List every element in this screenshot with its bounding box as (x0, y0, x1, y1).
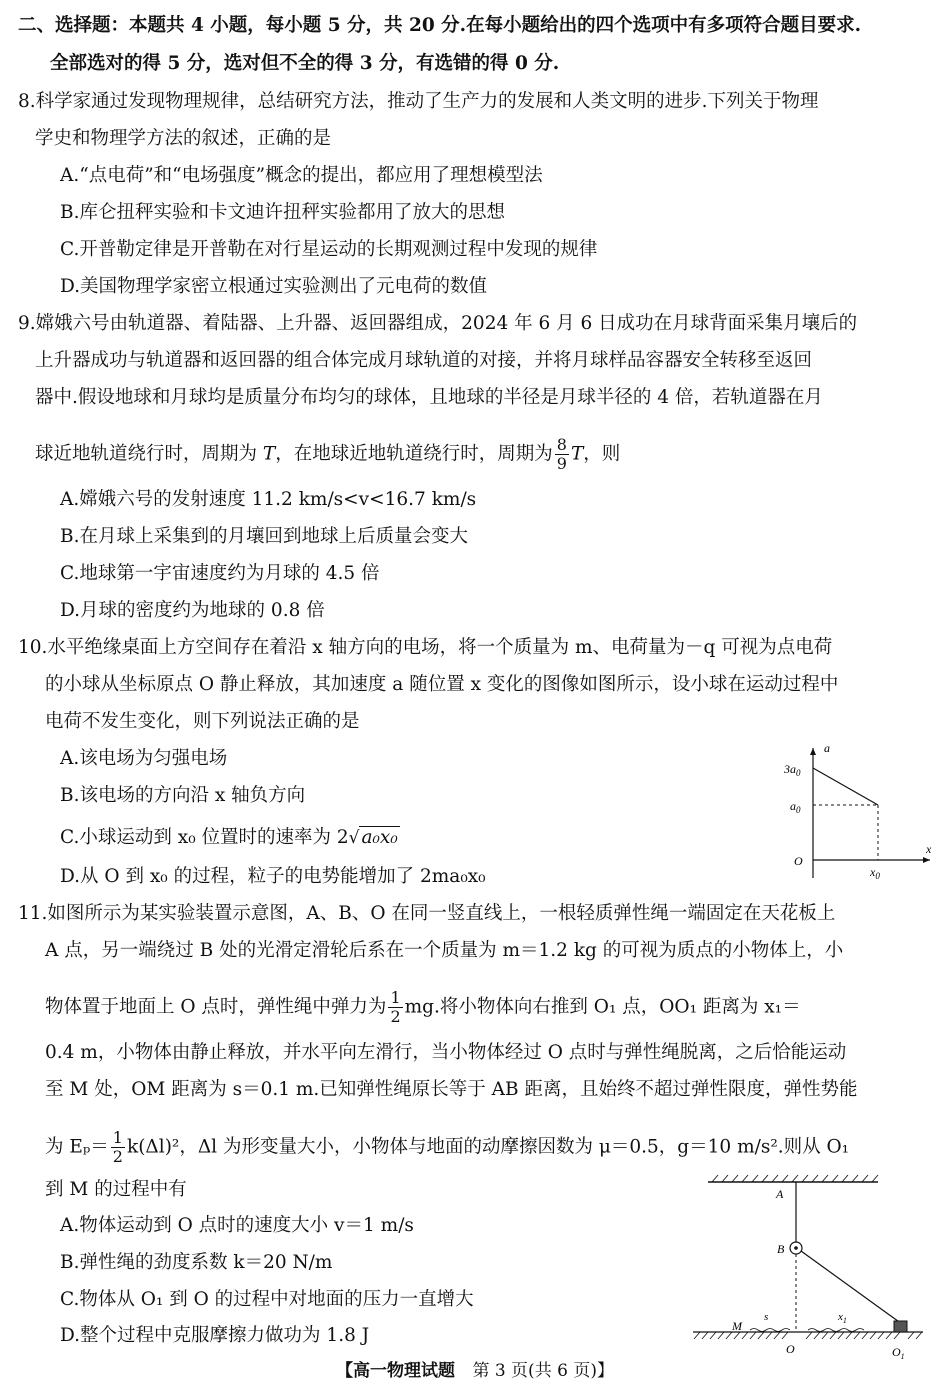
q11-option-b: B.弹性绳的劲度系数 k＝20 N/m (60, 1252, 333, 1273)
page-footer (0, 1356, 950, 1381)
q11-label-o1-sub: 1 (900, 1352, 905, 1361)
section-heading: 二、选择题：本题共 4 小题，每小题 5 分，共 20 分.在每小题给出的四个选项中有多项符合题目要求. (18, 15, 862, 36)
q9-stem-line4-b: ，在地球近地轨道绕行时，周期为 (275, 443, 553, 465)
q11-ground-mark-right (808, 1329, 864, 1332)
q10-origin-label: O (794, 854, 803, 868)
q9-stem-line4-a: 球近地轨道绕行时，周期为 (35, 443, 263, 465)
q11-option-c: C.物体从 O₁ 到 O 的过程中对地面的压力一直增大 (60, 1289, 474, 1310)
q11-label-s: s (764, 1311, 769, 1323)
q11-label-m: M (732, 1319, 742, 1333)
q11-apparatus-diagram (688, 1172, 938, 1364)
q9-option-c: C.地球第一宇宙速度约为月球的 4.5 倍 (60, 563, 380, 584)
q10-acceleration-graph (780, 740, 940, 890)
q11-label-x1-sub: 1 (842, 1316, 847, 1325)
q10-option-b: B.该电场的方向沿 x 轴负方向 (60, 785, 306, 806)
q11-stem-line4: 0.4 m，小物体由静止释放，并水平向左滑行，当小物体经过 O 点时与弹性绳脱离，之后恰能运动 (45, 1042, 847, 1063)
q9-fraction-num: 8 (556, 435, 567, 454)
q11-stem-line3 (45, 989, 801, 1026)
section-heading-cont: 全部选对的得 5 分，选对但不全的得 3 分，有选错的得 0 分. (50, 53, 560, 74)
q10-option-d: D.从 O 到 x₀ 的过程，粒子的电势能增加了 2ma₀x₀ (60, 866, 486, 887)
q11-ceiling-hatch (712, 1175, 878, 1182)
q11-label-b: B (777, 1242, 785, 1256)
q9-option-d: D.月球的密度约为地球的 0.8 倍 (60, 600, 325, 621)
q11-ground-mark-left (750, 1329, 790, 1332)
q11-half-num: 1 (390, 988, 401, 1007)
q10-x-tick-x0 (869, 865, 880, 881)
q11-stem-line3-a: 物体置于地面上 O 点时，弹性绳中弹力为 (45, 996, 387, 1018)
q10-y-label: a (824, 741, 830, 755)
q10-graph-line (813, 768, 878, 805)
q11-label-x1 (837, 1311, 847, 1325)
q11-label-x1-main: x (838, 1311, 843, 1323)
q10-option-c-radicand: a₀x₀ (361, 827, 398, 848)
q10-option-c (60, 826, 400, 850)
q11-pulley-axle-icon (794, 1246, 798, 1250)
q11-half-den: 2 (390, 1007, 401, 1026)
q10-option-a: A.该电场为匀强电场 (60, 748, 228, 769)
q9-period-symbol-2: T (570, 443, 584, 465)
q10-x-tick-x0-sub: 0 (875, 871, 880, 881)
q11-option-d: D.整个过程中克服摩擦力做功为 1.8 J (60, 1325, 370, 1346)
q11-label-o1-main: O (892, 1345, 901, 1359)
q10-y-tick-3a0 (783, 762, 801, 778)
q11-stem-line6-a: 为 Eₚ＝ (45, 1136, 109, 1158)
q9-option-b: B.在月球上采集到的月壤回到地球上后质量会变大 (60, 526, 468, 547)
q9-stem-line3: 器中.假设地球和月球均是质量分布均匀的球体，且地球的半径是月球半径的 4 倍，若轨道器在月 (35, 387, 823, 408)
sqrt-icon: √ (348, 828, 360, 848)
q10-stem-line2: 的小球从坐标原点 O 静止释放，其加速度 a 随位置 x 变化的图像如图所示，设小球在运动过程中 (45, 674, 839, 695)
q11-ep-fraction (111, 1129, 125, 1166)
q9-stem-line4 (35, 436, 620, 473)
q11-ep-num: 1 (112, 1128, 123, 1147)
q9-stem-line2: 上升器成功与轨道器和返回器的组合体完成月球轨道的对接，并将月球样品容器安全转移至返回 (35, 350, 813, 371)
q9-fraction-den: 9 (556, 454, 567, 473)
q11-stem-line6-b: k(Δl)²，Δl 为形变量大小，小物体与地面的动摩擦因数为 μ＝0.5，g＝10 m/s².则从 O₁ (126, 1136, 850, 1158)
q8-option-a: A.“点电荷”和“电场强度”概念的提出，都应用了理想模型法 (60, 165, 543, 186)
q8-option-b: B.库仑扭秤实验和卡文迪许扭秤实验都用了放大的思想 (60, 202, 505, 223)
q10-y-tick-3a0-main: 3a (784, 762, 796, 776)
q11-stem-line1: 11.如图所示为某实验装置示意图，A、B、O 在同一竖直线上，一根轻质弹性绳一端固定在天花板上 (18, 903, 836, 924)
q10-option-c-text: C.小球运动到 x₀ 位置时的速率为 2 (60, 827, 349, 848)
q11-option-a: A.物体运动到 O 点时的速度大小 v＝1 m/s (60, 1215, 414, 1236)
q9-option-a: A.嫦娥六号的发射速度 11.2 km/s<v<16.7 km/s (60, 489, 477, 510)
q11-label-o: O (786, 1342, 795, 1356)
q11-stem-line3-b: mg.将小物体向右推到 O₁ 点，OO₁ 距离为 x₁＝ (404, 996, 801, 1018)
q10-y-tick-a0 (790, 799, 801, 815)
q10-x-axis-arrow-icon (923, 857, 930, 863)
q8-stem-line2: 学史和物理学方法的叙述，正确的是 (35, 128, 332, 149)
q11-label-a: A (776, 1187, 784, 1201)
q11-stem-line6 (45, 1129, 849, 1166)
q11-ep-den: 2 (112, 1147, 123, 1166)
q9-stem-line4-c: ，则 (583, 443, 621, 465)
q10-y-axis-arrow-icon (810, 748, 816, 755)
q11-rope-to-block (801, 1251, 902, 1324)
q10-y-tick-a0-sub: 0 (796, 805, 801, 815)
q8-option-c: C.开普勒定律是开普勒在对行星运动的长期观测过程中发现的规律 (60, 239, 598, 260)
q11-block (894, 1321, 907, 1332)
footer-title: 【高一物理试题 (336, 1361, 456, 1381)
q10-x-label: x (926, 842, 932, 856)
q10-stem-line3: 电荷不发生变化，则下列说法正确的是 (45, 711, 360, 732)
q11-stem-line2: A 点，另一端绕过 B 处的光滑定滑轮后系在一个质量为 m＝1.2 kg 的可视为质点的小物体上，小 (45, 940, 844, 961)
q10-stem-line1: 10.水平绝缘桌面上方空间存在着沿 x 轴方向的电场，将一个质量为 m、电荷量为－q 可视为点电荷 (18, 637, 833, 658)
q11-stem-line7: 到 M 的过程中有 (45, 1179, 187, 1200)
q8-stem-line1: 8.科学家通过发现物理规律，总结研究方法，推动了生产力的发展和人类文明的进步.下列关于物理 (18, 91, 819, 112)
q11-ground-hatch (694, 1332, 922, 1339)
q10-y-tick-a0-main: a (790, 799, 796, 813)
q9-fraction (555, 436, 569, 473)
footer-page-number: 第 3 页(共 6 页)】 (472, 1361, 614, 1381)
q11-half-fraction (388, 989, 402, 1026)
q10-y-tick-3a0-sub: 0 (796, 768, 801, 778)
q11-stem-line5: 至 M 处，OM 距离为 s＝0.1 m.已知弹性绳原长等于 AB 距离，且始终不超过弹性限度，弹性势能 (45, 1079, 858, 1100)
q8-option-d: D.美国物理学家密立根通过实验测出了元电荷的数值 (60, 276, 488, 297)
q9-period-symbol: T (262, 443, 276, 465)
q10-x-tick-x0-main: x (870, 865, 876, 879)
q9-stem-line1: 9.嫦娥六号由轨道器、着陆器、上升器、返回器组成，2024 年 6 月 6 日成功在月球背面采集月壤后的 (18, 313, 858, 334)
